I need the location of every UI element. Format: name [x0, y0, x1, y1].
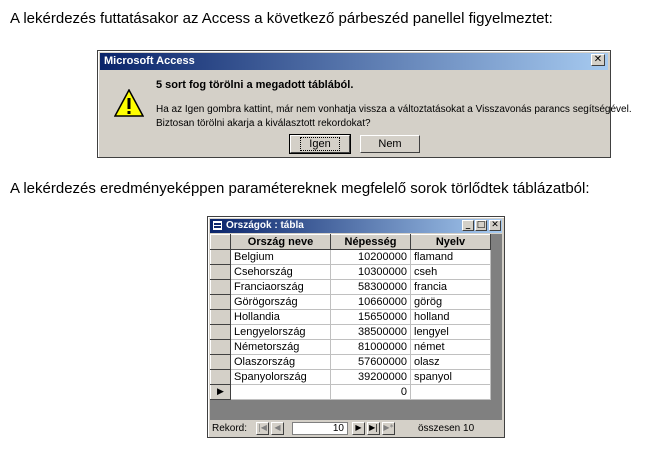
cell-population[interactable]: 81000000 — [331, 340, 411, 355]
dialog-message-line1: Ha az Igen gombra kattint, már nem vonhatja vissza a változtatásokat a Visszavonás parancs segítségével. — [156, 104, 632, 115]
dialog-message — [156, 103, 632, 131]
record-total — [418, 423, 474, 434]
cell-language[interactable]: olasz — [411, 355, 491, 370]
record-number-input[interactable]: 10 — [292, 422, 348, 435]
cell-language[interactable]: spanyol — [411, 370, 491, 385]
table-row[interactable] — [211, 280, 491, 295]
table-icon — [213, 221, 222, 230]
datasheet-grid — [210, 234, 502, 420]
prev-record-button[interactable]: ◀ — [271, 422, 284, 435]
table-row[interactable] — [211, 340, 491, 355]
record-label: Rekord: — [212, 423, 248, 434]
row-selector[interactable] — [211, 325, 231, 340]
cell-name[interactable]: Németország — [231, 340, 331, 355]
table-row[interactable] — [211, 355, 491, 370]
new-record-button[interactable]: ▶* — [382, 422, 395, 435]
cell-language[interactable]: görög — [411, 295, 491, 310]
cell-population[interactable]: 58300000 — [331, 280, 411, 295]
last-record-button[interactable]: ▶| — [367, 422, 380, 435]
first-record-button[interactable]: |◀ — [256, 422, 269, 435]
dialog-message-line2: Biztosan törölni akarja a kiválasztott rekordokat? — [156, 118, 371, 129]
cell-language[interactable]: cseh — [411, 265, 491, 280]
current-row-indicator[interactable]: ▶ — [211, 385, 231, 400]
cell-name[interactable]: Franciaország — [231, 280, 331, 295]
cell-population[interactable]: 10300000 — [331, 265, 411, 280]
cell-population[interactable]: 39200000 — [331, 370, 411, 385]
cell-language[interactable]: német — [411, 340, 491, 355]
table-row[interactable] — [211, 250, 491, 265]
records-table — [210, 234, 491, 400]
column-header-name[interactable]: Ország neve — [231, 235, 331, 250]
new-cell-name[interactable] — [231, 385, 331, 400]
confirm-dialog — [97, 50, 632, 158]
row-selector[interactable] — [211, 295, 231, 310]
result-text: A lekérdezés eredményeképpen paramétereknek megfelelő sorok törlődtek táblázatból: — [10, 180, 590, 197]
table-row[interactable] — [211, 370, 491, 385]
row-selector[interactable] — [211, 250, 231, 265]
new-cell-population[interactable]: 0 — [331, 385, 411, 400]
row-selector[interactable] — [211, 265, 231, 280]
cell-population[interactable]: 10660000 — [331, 295, 411, 310]
table-row[interactable] — [211, 310, 491, 325]
next-record-button[interactable]: ▶ — [352, 422, 365, 435]
new-record-row[interactable] — [211, 385, 491, 400]
row-selector[interactable] — [211, 355, 231, 370]
cell-name[interactable]: Belgium — [231, 250, 331, 265]
row-selector[interactable] — [211, 280, 231, 295]
record-navigator — [210, 422, 502, 436]
datasheet-window — [207, 216, 505, 438]
column-header-population[interactable]: Népesség — [331, 235, 411, 250]
cell-name[interactable]: Olaszország — [231, 355, 331, 370]
table-row[interactable] — [211, 295, 491, 310]
cell-name[interactable]: Spanyolország — [231, 370, 331, 385]
row-selector[interactable] — [211, 340, 231, 355]
close-button[interactable]: ✕ — [489, 220, 501, 231]
cell-language[interactable]: flamand — [411, 250, 491, 265]
dialog-headline: 5 sort fog törölni a megadott táblából. — [156, 79, 354, 91]
cell-name[interactable]: Hollandia — [231, 310, 331, 325]
cell-language[interactable]: lengyel — [411, 325, 491, 340]
cell-name[interactable]: Lengyelország — [231, 325, 331, 340]
maximize-button[interactable]: □ — [476, 220, 486, 230]
total-count: 10 — [463, 423, 475, 434]
datasheet-title-text: Országok : tábla — [226, 220, 304, 231]
yes-button-label: Igen — [300, 137, 339, 151]
minimize-button[interactable]: _ — [462, 220, 474, 231]
table-row[interactable] — [211, 325, 491, 340]
new-cell-language[interactable] — [411, 385, 491, 400]
intro-text: A lekérdezés futtatásakor az Access a következő párbeszéd panellel figyelmeztet: — [10, 10, 553, 27]
total-label: összesen — [418, 423, 461, 434]
cell-population[interactable]: 10200000 — [331, 250, 411, 265]
select-all-cell[interactable] — [211, 235, 231, 250]
column-header-language[interactable]: Nyelv — [411, 235, 491, 250]
cell-name[interactable]: Csehország — [231, 265, 331, 280]
row-selector[interactable] — [211, 310, 231, 325]
cell-name[interactable]: Görögország — [231, 295, 331, 310]
cell-population[interactable]: 15650000 — [331, 310, 411, 325]
cell-population[interactable]: 57600000 — [331, 355, 411, 370]
datasheet-title — [210, 219, 502, 233]
row-selector[interactable] — [211, 370, 231, 385]
warning-icon — [114, 89, 144, 117]
cell-language[interactable]: holland — [411, 310, 491, 325]
yes-button[interactable] — [290, 135, 350, 153]
table-row[interactable] — [211, 265, 491, 280]
cell-language[interactable]: francia — [411, 280, 491, 295]
cell-population[interactable]: 38500000 — [331, 325, 411, 340]
header-row — [211, 235, 491, 250]
no-button[interactable]: Nem — [360, 135, 420, 153]
dialog-title: Microsoft Access — [100, 53, 608, 70]
dialog-close-button[interactable]: ✕ — [591, 54, 605, 66]
